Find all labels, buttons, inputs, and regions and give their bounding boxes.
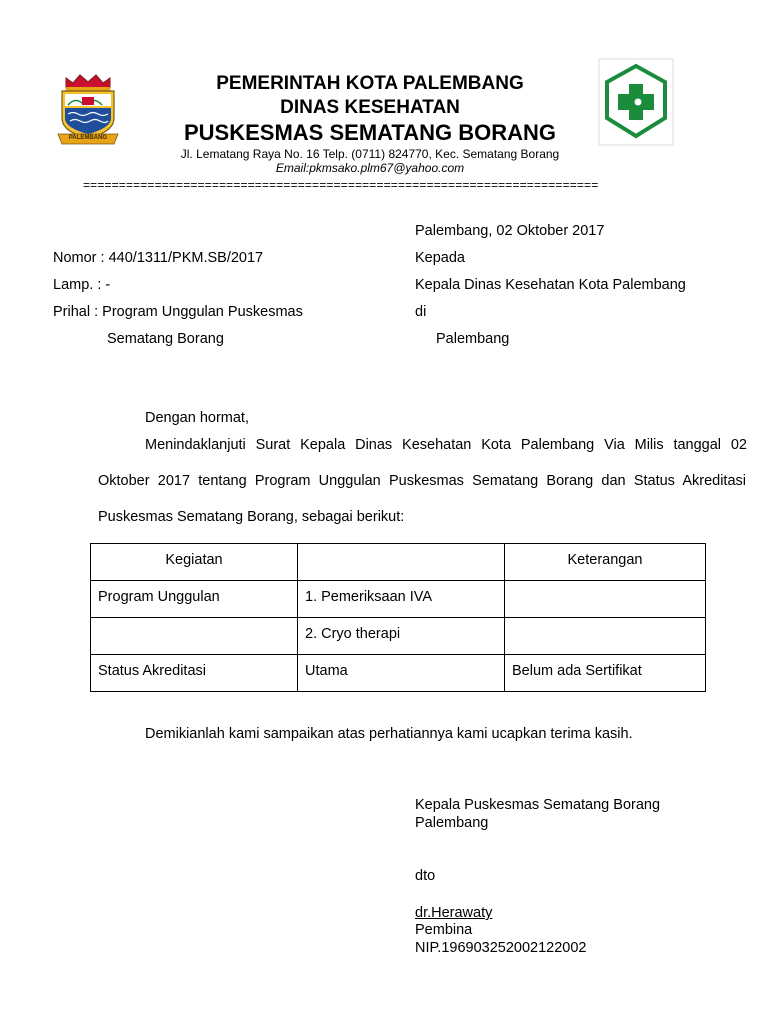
table-row bbox=[91, 618, 706, 655]
header-government-line: PEMERINTAH KOTA PALEMBANG bbox=[216, 73, 524, 94]
table-row bbox=[91, 581, 706, 618]
letter-subject-line1: Prihal : Program Unggulan Puskesmas bbox=[53, 304, 303, 320]
table-row bbox=[91, 655, 706, 692]
activity-table bbox=[90, 543, 706, 692]
header-address: Jl. Lematang Raya No. 16 Telp. (0711) 824770, Kec. Sematang Borang bbox=[180, 147, 560, 161]
signatory-rank: Pembina bbox=[415, 922, 473, 938]
signatory-name: dr.Herawaty bbox=[415, 905, 493, 921]
signatory-nip: NIP.196903252002122002 bbox=[415, 940, 587, 956]
body-paragraph-line3: Puskesmas Sematang Borang, sebagai berikut: bbox=[98, 509, 405, 525]
table-cell: Belum ada Sertifikat bbox=[505, 655, 706, 692]
table-header-cell: Keterangan bbox=[505, 544, 706, 581]
puskesmas-logo bbox=[598, 58, 674, 146]
table-cell bbox=[91, 618, 298, 655]
signature-dto: dto bbox=[415, 868, 436, 884]
table-cell: Program Unggulan bbox=[91, 581, 298, 618]
letter-date: Palembang, 02 Oktober 2017 bbox=[415, 223, 605, 239]
table-header-cell bbox=[298, 544, 505, 581]
header-puskesmas-name: PUSKESMAS SEMATANG BORANG bbox=[184, 120, 556, 145]
table-cell bbox=[505, 618, 706, 655]
signature-title-line2: Palembang bbox=[415, 815, 489, 831]
table-cell: 2. Cryo therapi bbox=[298, 618, 505, 655]
table-cell: 1. Pemeriksaan IVA bbox=[298, 581, 505, 618]
header-department-line: DINAS KESEHATAN bbox=[280, 97, 460, 118]
header-email: Email:pkmsako.plm67@yahoo.com bbox=[275, 161, 465, 175]
table-header-row bbox=[91, 544, 706, 581]
signature-title-line1: Kepala Puskesmas Sematang Borang bbox=[415, 797, 661, 813]
recipient-city: Palembang bbox=[436, 331, 510, 347]
palembang-emblem-logo bbox=[56, 72, 120, 148]
body-paragraph-line2: Oktober 2017 tentang Program Unggulan Puskesmas Sematang Borang dan Status Akreditasi bbox=[98, 473, 746, 489]
table-cell bbox=[505, 581, 706, 618]
recipient-kepada: Kepada bbox=[415, 250, 465, 266]
table-header-cell: Kegiatan bbox=[91, 544, 298, 581]
recipient-di: di bbox=[415, 304, 427, 320]
letter-attachment: Lamp. : - bbox=[53, 277, 111, 293]
header-divider: ======================================================================== bbox=[83, 178, 599, 192]
body-paragraph-line1: Menindaklanjuti Surat Kepala Dinas Kesehatan Kota Palembang Via Milis tanggal 02 bbox=[145, 437, 747, 453]
recipient-name: Kepala Dinas Kesehatan Kota Palembang bbox=[415, 277, 686, 293]
emblem-banner-text: PALEMBANG bbox=[68, 135, 108, 141]
table-cell: Utama bbox=[298, 655, 505, 692]
letter-subject-line2: Sematang Borang bbox=[107, 331, 224, 347]
closing-sentence: Demikianlah kami sampaikan atas perhatiannya kami ucapkan terima kasih. bbox=[145, 726, 633, 742]
table-cell: Status Akreditasi bbox=[91, 655, 298, 692]
letter-number: Nomor : 440/1311/PKM.SB/2017 bbox=[53, 250, 264, 266]
greeting: Dengan hormat, bbox=[145, 410, 249, 426]
